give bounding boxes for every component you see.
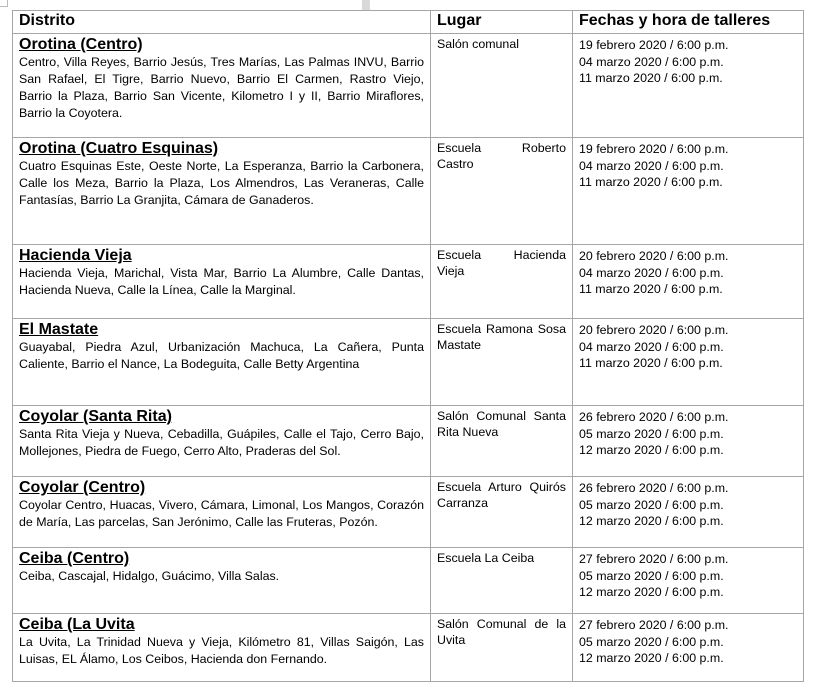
distrito-cell: [13, 614, 431, 682]
distrito-cell: [13, 406, 431, 477]
table-row: [13, 138, 804, 245]
barrios-list: Hacienda Vieja, Marichal, Vista Mar, Barrio La Alumbre, Calle Dantas, Hacienda Nueva, Calle la Línea, Calle la Marginal.: [19, 266, 424, 297]
barrios-list: Centro, Villa Reyes, Barrio Jesús, Tres Marías, Las Palmas INVU, Barrio San Rafael, El Tigre, Barrio Nuevo, Barrio El Carmen, Rastro Viejo, Barrio la Plaza, Barrio San Vicente, Kilometro I y II, Barrio Miraflores, Barrio la Coyotera.: [19, 55, 424, 120]
fechas-cell: [573, 406, 804, 477]
fechas-cell: [573, 319, 804, 406]
lugar-cell: [431, 138, 573, 245]
talleres-table: [12, 10, 804, 682]
fecha-item: 27 febrero 2020 / 6:00 p.m.: [579, 552, 729, 566]
fechas-cell: [573, 614, 804, 682]
distrito-name: Coyolar (Centro): [19, 479, 146, 496]
lugar-cell: [431, 614, 573, 682]
fecha-item: 04 marzo 2020 / 6:00 p.m.: [579, 158, 724, 173]
lugar-cell: [431, 548, 573, 614]
lugar-cell: [431, 34, 573, 138]
distrito-name: Orotina (Centro): [19, 36, 143, 53]
fecha-item: 12 marzo 2020 / 6:00 p.m.: [579, 514, 724, 528]
lugar-text: Escuela Ramona Sosa Mastate: [437, 322, 566, 352]
lugar-text: Salón Comunal de la Uvita: [437, 617, 566, 647]
lugar-text: Escuela Arturo Quirós Carranza: [437, 480, 566, 510]
lugar-text: Salón comunal: [437, 37, 519, 51]
distrito-name: El Mastate: [19, 321, 99, 338]
fecha-item: 05 marzo 2020 / 6:00 p.m.: [579, 497, 724, 512]
fecha-item: 27 febrero 2020 / 6:00 p.m.: [579, 618, 729, 632]
header-lugar: Lugar: [431, 11, 573, 34]
header-fechas: Fechas y hora de talleres: [573, 11, 804, 34]
distrito-name: Coyolar (Santa Rita): [19, 408, 172, 425]
distrito-cell: [13, 34, 431, 138]
distrito-cell: [13, 245, 431, 319]
lugar-text: Escuela Hacienda Vieja: [437, 248, 566, 278]
fechas-cell: [573, 245, 804, 319]
scroll-marker: [362, 0, 370, 10]
fecha-item: 05 marzo 2020 / 6:00 p.m.: [579, 426, 724, 441]
distrito-name: Orotina (Cuatro Esquinas): [19, 140, 219, 157]
lugar-text: Escuela La Ceiba: [437, 551, 535, 565]
lugar-cell: [431, 406, 573, 477]
table-header-row: [13, 11, 804, 34]
table-row: [13, 477, 804, 548]
fecha-item: 19 febrero 2020 / 6:00 p.m.: [579, 38, 729, 52]
distrito-cell: [13, 548, 431, 614]
table-row: [13, 548, 804, 614]
fechas-cell: [573, 138, 804, 245]
table-row: [13, 406, 804, 477]
barrios-list: Ceiba, Cascajal, Hidalgo, Guácimo, Villa Salas.: [19, 569, 280, 583]
distrito-name: Hacienda Vieja: [19, 247, 132, 264]
fecha-item: 04 marzo 2020 / 6:00 p.m.: [579, 339, 724, 354]
fecha-item: 12 marzo 2020 / 6:00 p.m.: [579, 585, 724, 599]
fecha-item: 11 marzo 2020 / 6:00 p.m.: [579, 71, 723, 85]
page-corner-mark: [0, 0, 8, 7]
fecha-item: 11 marzo 2020 / 6:00 p.m.: [579, 356, 723, 370]
lugar-cell: [431, 245, 573, 319]
barrios-list: Santa Rita Vieja y Nueva, Cebadilla, Guápiles, Calle el Tajo, Cerro Bajo, Mollejones, Piedra de Fuego, Cerro Alto, Praderas del Sol.: [19, 427, 424, 458]
table-row: [13, 245, 804, 319]
fecha-item: 04 marzo 2020 / 6:00 p.m.: [579, 54, 724, 69]
barrios-list: Coyolar Centro, Huacas, Vivero, Cámara, Limonal, Los Mangos, Corazón de María, Las parcelas, San Jerónimo, Calle las Fruteras, Pozón.: [19, 498, 424, 529]
fecha-item: 12 marzo 2020 / 6:00 p.m.: [579, 651, 724, 665]
lugar-cell: [431, 477, 573, 548]
lugar-cell: [431, 319, 573, 406]
fechas-cell: [573, 548, 804, 614]
distrito-cell: [13, 477, 431, 548]
distrito-name: Ceiba (La Uvita: [19, 616, 135, 633]
fecha-item: 11 marzo 2020 / 6:00 p.m.: [579, 282, 723, 296]
barrios-list: Guayabal, Piedra Azul, Urbanización Machuca, La Cañera, Punta Caliente, Barrio el Nance, La Bodeguita, Calle Betty Argentina: [19, 340, 424, 371]
fechas-cell: [573, 477, 804, 548]
distrito-cell: [13, 138, 431, 245]
barrios-list: Cuatro Esquinas Este, Oeste Norte, La Esperanza, Barrio la Carbonera, Calle los Meza, Barrio la Plaza, Los Almendros, Las Veraneras, Calle Fantasías, Barrio La Granjita, Cámara de Ganaderos.: [19, 159, 424, 207]
distrito-cell: [13, 319, 431, 406]
lugar-text: Salón Comunal Santa Rita Nueva: [437, 409, 566, 439]
fecha-item: 19 febrero 2020 / 6:00 p.m.: [579, 142, 729, 156]
fecha-item: 11 marzo 2020 / 6:00 p.m.: [579, 175, 723, 189]
header-distrito: Distrito: [13, 11, 431, 34]
fecha-item: 12 marzo 2020 / 6:00 p.m.: [579, 443, 724, 457]
distrito-name: Ceiba (Centro): [19, 550, 130, 567]
fecha-item: 04 marzo 2020 / 6:00 p.m.: [579, 265, 724, 280]
fecha-item: 05 marzo 2020 / 6:00 p.m.: [579, 634, 724, 649]
barrios-list: La Uvita, La Trinidad Nueva y Vieja, Kilómetro 81, Villas Saigón, Las Luisas, EL Álamo, Los Ceibos, Hacienda don Fernando.: [19, 635, 424, 666]
table-row: [13, 614, 804, 682]
table-row: [13, 319, 804, 406]
table-row: [13, 34, 804, 138]
lugar-text: Escuela Roberto Castro: [437, 141, 566, 171]
fecha-item: 26 febrero 2020 / 6:00 p.m.: [579, 481, 729, 495]
fecha-item: 05 marzo 2020 / 6:00 p.m.: [579, 568, 724, 583]
fecha-item: 20 febrero 2020 / 6:00 p.m.: [579, 323, 729, 337]
fecha-item: 20 febrero 2020 / 6:00 p.m.: [579, 249, 729, 263]
fecha-item: 26 febrero 2020 / 6:00 p.m.: [579, 410, 729, 424]
fechas-cell: [573, 34, 804, 138]
